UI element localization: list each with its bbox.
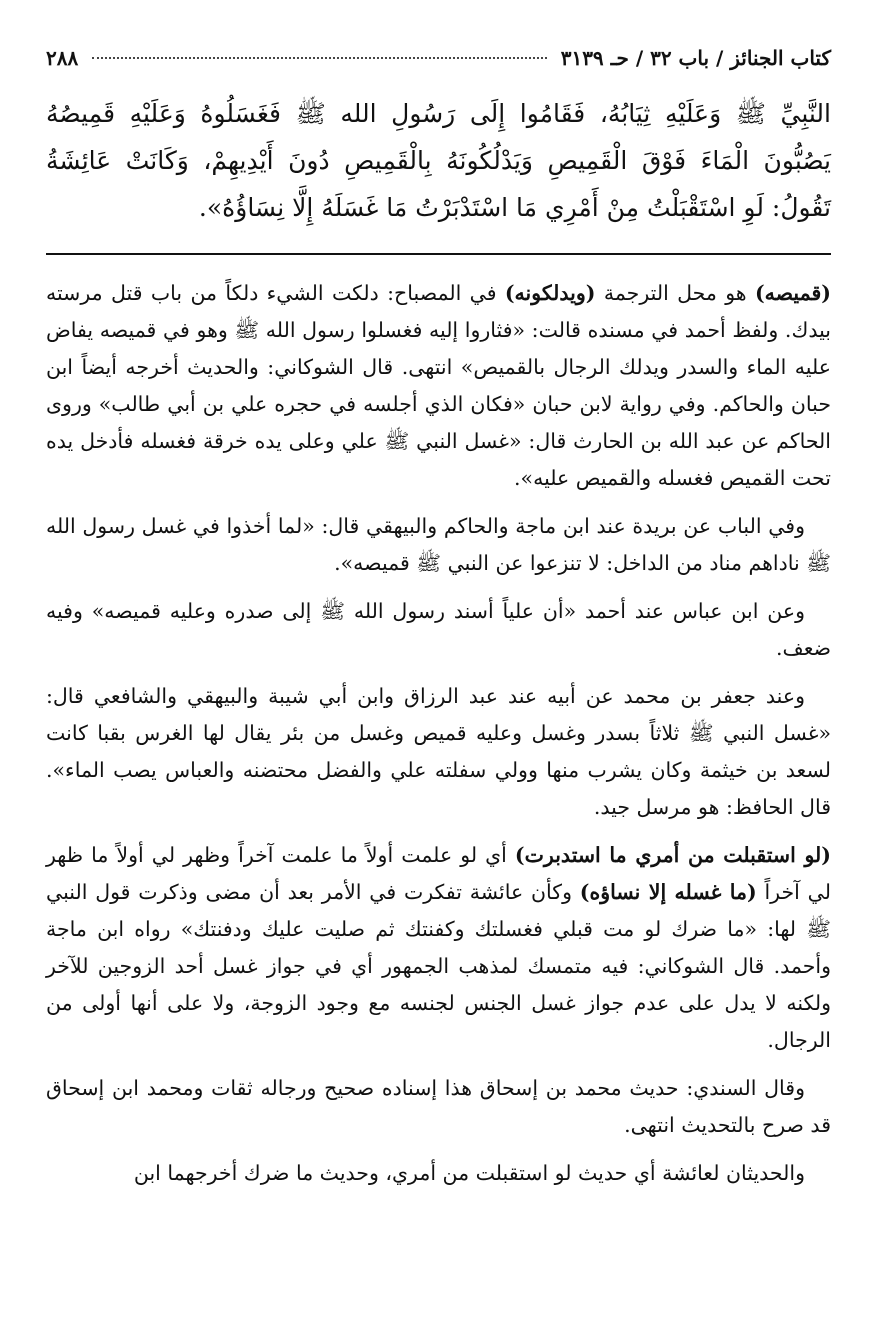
bold-term: (ما غسله إلا نساؤه) [579,880,757,904]
footnote-divider [46,253,831,255]
commentary-paragraph-2: وفي الباب عن بريدة عند ابن ماجة والحاكم والبيهقي قال: «لما أخذوا في غسل رسول الله ﷺ ناداهم مناد من الداخل: لا تنزعوا عن النبي ﷺ قميصه». [46,514,831,575]
bold-term: (ويدلكونه) [504,281,596,305]
hadith-text-block [46,90,831,231]
hadith-text: النَّبِيِّ ﷺ وَعَلَيْهِ ثِيَابُهُ، فَقَامُوا إِلَى رَسُولِ الله ﷺ فَغَسَلُوهُ وَعَلَيْهِ قَمِيصُهُ يَصُبُّونَ الْمَاءَ فَوْقَ الْقَمِيصِ وَيَدْلُكُونَهُ بِالْقَمِيصِ دُونَ أَيْدِيهِمْ، وَكَانَتْ عَائِشَةُ تَقُولُ: لَوِ اسْتَقْبَلْتُ مِنْ أَمْرِي مَا اسْتَدْبَرْتُ مَا غَسَلَهُ إِلَّا نِسَاؤُهُ». [46,99,831,222]
commentary-block [46,275,831,1192]
running-title: كتاب الجنائز / باب ٣٢ / حـ ٣١٣٩ [560,46,831,70]
commentary-paragraph-6: وقال السندي: حديث محمد بن إسحاق هذا إسناده صحيح ورجاله ثقات ومحمد ابن إسحاق قد صرح بالتحديث انتهى. [46,1076,831,1137]
paragraph-text: هو محل الترجمة [595,281,755,305]
commentary-paragraph-1 [46,275,831,497]
commentary-paragraph-3: وعن ابن عباس عند أحمد «أن علياً أسند رسول الله ﷺ إلى صدره وعليه قميصه» وفيه ضعف. [46,599,831,660]
leader-dots [92,57,546,59]
commentary-paragraph-5 [46,837,831,1059]
paragraph-text: وكأن عائشة تفكرت في الأمر بعد أن مضى وذكرت قول النبي ﷺ لها: «ما ضرك لو مت قبلي فغسلتك وكفنتك ثم صليت عليك ودفنتك» رواه ابن ماجة وأحمد. قال الشوكاني: فيه متمسك لمذهب الجمهور أي في جواز غسل أحد الزوجين للآخر ولكنه لا يدل على عدم جواز غسل الجنس لجنسه مع وجود الزوجة، ولا على أنها أولى من الرجال. [46,880,831,1052]
book-page [46,46,831,1310]
paragraph-text: في المصباح: دلكت الشيء دلكاً من باب قتل مرسته بيدك. ولفظ أحمد في مسنده قالت: «فثاروا إليه فغسلوا رسول الله ﷺ وهو في قميصه يفاض عليه الماء والسدر ويدلك الرجال بالقميص» انتهى. قال الشوكاني: والحديث أخرجه أيضاً ابن حبان والحاكم. وفي رواية لابن حبان «فكان الذي أجلسه في حجره علي بن أبي طالب» وروى الحاكم عن عبد الله بن الحارث قال: «غسل النبي ﷺ علي وعلى يده خرقة فغسله فأدخل يده تحت القميص فغسله والقميص عليه». [46,281,831,490]
paragraph-text: أي لو علمت أولاً ما علمت آخراً وظهر لي أولاً ما ظهر لي آخراً [46,843,831,904]
commentary-paragraph-4: وعند جعفر بن محمد عن أبيه عند عبد الرزاق وابن أبي شيبة والبيهقي والشافعي قال: «غسل النبي ﷺ ثلاثاً بسدر وغسل وعليه قميص وغسل من بئر يقال لها الغرس بقبا كانت لسعد بن خيثمة وكان يشرب منها وولي سفلته علي والفضل محتضنه والعباس يصب الماء». قال الحافظ: هو مرسل جيد. [46,684,831,819]
page-number: ٢٨٨ [46,46,79,70]
bold-term: (لو استقبلت من أمري ما استدبرت) [514,843,831,867]
commentary-paragraph-7: والحديثان لعائشة أي حديث لو استقبلت من أمري، وحديث ما ضرك أخرجهما ابن [133,1161,805,1185]
bold-term: (قميصه) [754,281,831,305]
running-header [46,46,831,76]
